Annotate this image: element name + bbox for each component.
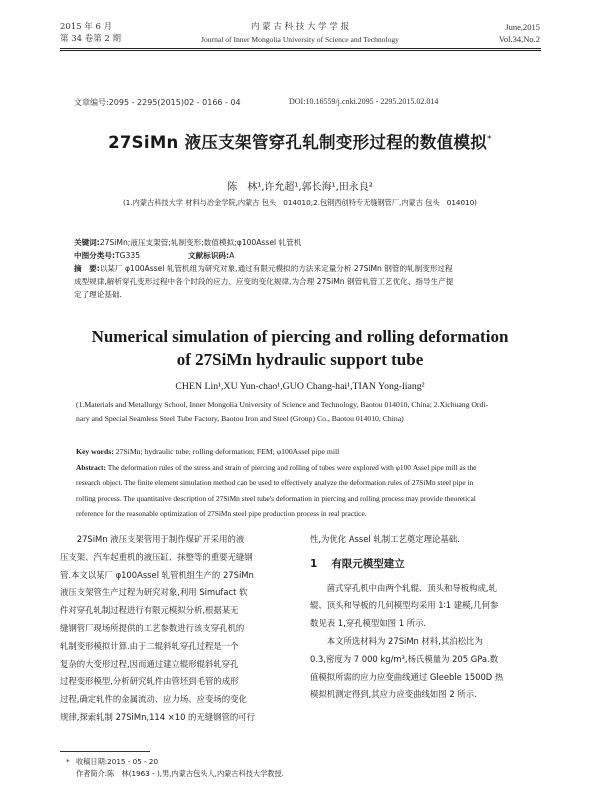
abstract-zh-line: 成型规律,解析穿孔变形过程中各个时段的应力、应变的变化规律,为合理 27SiMn 钢管轧管工艺优化、指导生产提 [74, 277, 454, 286]
footnote [66, 756, 536, 780]
affiliation-en [76, 398, 546, 426]
body-line: 复杂的大变形过程,因而通过建立辊形辊斜轧穿孔 [60, 658, 239, 669]
keywords-zh [74, 236, 540, 249]
abstract-en-line: reference for the reasonable optimization of 27SiMn steel pipe production process in real practice. [76, 508, 367, 518]
title-en-line: Numerical simulation of piercing and rolling deformation [91, 327, 509, 346]
body-line: 规律,探索轧制 27SiMn,114 ×10 的无缝钢管的可行 [60, 711, 256, 722]
classification-line [74, 249, 234, 262]
header-volume-zh: 第 34 卷第 2 期 [60, 34, 122, 44]
article-number: 文章编号:2095 - 2295(2015)02 - 0166 - 04 [74, 98, 241, 107]
affiliation-en-line: nary and Special Seamless Steel Tube Factory, Baotou Iron and Steel (Group) Co., Baotou 014010, China) [76, 414, 404, 423]
body-line: 模拟机测定得到,其应力应变曲线如图 2 所示. [310, 689, 477, 700]
section-title: 有限元模型建立 [331, 557, 405, 570]
clc-label: 中图分类号: [74, 251, 116, 260]
doc-code-value: A [229, 251, 235, 260]
footnote-received: * 收稿日期:2015 - 05 - 20 [66, 757, 159, 766]
clc-value: TG335 [115, 251, 141, 260]
body-line: 本文所选材料为 27SiMn 材料,其泊松比为 [310, 635, 483, 646]
footnote-marker-icon: * [66, 757, 70, 766]
abstract-zh [74, 262, 544, 301]
abstract-en-line: research object. The finite element simulation method can be used to effectively analyze the deformation rules of 27SiMn steel pipe in [76, 478, 474, 488]
title-en [60, 325, 540, 371]
abstract-zh-label: 摘 要: [74, 264, 100, 273]
title-en-line: of 27SiMn hydraulic support tube [176, 350, 424, 369]
footnote-author-bio: 作者简介:陈 林(1963 - ),男,内蒙古包头人,内蒙古科技大学教授. [76, 769, 284, 778]
body-line: 数见表 1,穿孔模型如图 1 所示. [310, 618, 427, 629]
body-line: 压支架、汽车起重机的液压缸、抹整等的重要无缝钢 [60, 551, 253, 562]
body-line: 性,为优化 Assel 轧制工艺奠定理论基础. [310, 534, 460, 544]
body-line: 轧制变形模拟计算.由于二辊斜轧穿孔过程是一个 [60, 640, 239, 651]
section-heading-1 [310, 556, 542, 574]
body-right-column [310, 531, 542, 704]
abstract-zh-line: 定了理论基础. [74, 290, 122, 299]
header-date-zh: 2015 年 6 月 [60, 22, 113, 32]
footnote-rule [60, 751, 150, 752]
header-journal-en: Journal of Inner Mongolia University of Science and Technology [201, 35, 399, 44]
body-line: 值模拟所需的应力应变曲线通过 Gleeble 1500D 热 [310, 671, 504, 682]
title-zh [40, 129, 560, 153]
doc-code-label: 文献标识码: [188, 251, 230, 260]
section-number: 1 [310, 557, 318, 570]
keywords-zh-text: 27SiMn;液压支架管;轧制变形;数值模拟;φ100Assel 轧管机 [99, 238, 302, 247]
title-footnote-mark: * [487, 134, 492, 145]
body-line: 0.3,密度为 7 000 kg/m³,杨氏模量为 205 GPa.数 [310, 653, 499, 664]
body-line: 辊、顶头和导板的几何模型均采用 1∶1 建模,几何参 [310, 600, 499, 611]
header-rule-2 [60, 50, 541, 51]
keywords-en-text: 27SiMn; hydraulic tube; rolling deformation; FEM; φ100Assel pipe mill [115, 447, 340, 456]
affiliation-en-line: (1.Materials and Metallurgy School, Inner Mongolia University of Science and Technology, Baotou 014010, China; 2.Xichuang Ordi- [76, 400, 489, 409]
body-line: 27SiMn 液压支架管用于制作煤矿开采用的液 [60, 534, 245, 544]
body-line: 管.本文以某厂 φ100Assel 轧管机组生产的 27SiMn [60, 569, 254, 580]
abstract-en-line: Abstract: The deformation rules of the stress and strain of piercing and rolling of tubes were explored with φ100 Assel pipe mill as the [76, 463, 477, 472]
body-line: 过程,确定轧件的金属流动、应力场、应变场的变化 [60, 694, 247, 705]
authors-en: CHEN Lin¹,XU Yun-chao¹,GUO Chang-hai¹,TIAN Yong-liang² [175, 381, 425, 392]
keywords-en-label: Key words: [76, 447, 114, 456]
abstract-en-line: rolling process. The quantitative description of 27SiMn steel tube's deformation in piercing and rolling process may provide theoretical [76, 493, 476, 503]
keywords-en [76, 445, 546, 459]
body-line: 件对穿孔轧制过程进行有限元模拟分析,根据某无 [60, 605, 239, 616]
body-left-column [60, 531, 292, 727]
header-rule [60, 48, 541, 49]
keywords-zh-label: 关键词: [74, 238, 100, 247]
affiliation-zh: (1.内蒙古科技大学 材料与冶金学院,内蒙古 包头 014010;2.包钢西创特专无缝钢管厂,内蒙古 包头 014010) [123, 198, 477, 207]
header-journal-zh: 内 蒙 古 科 技 大 学 学 报 [250, 22, 350, 32]
title-zh-text: 27SiMn 液压支架管穿孔轧制变形过程的数值模拟 [108, 133, 488, 152]
header-date-en: June,2015 [505, 22, 540, 32]
authors-zh: 陈 林¹,许允超¹,郭长海¹,田永良² [227, 182, 373, 193]
abstract-zh-line: 摘 要:以某厂 φ100Assel 轧管机组为研究对象,通过有限元模拟的方法来定量分析 27SiMn 钢管的轧制变形过程 [74, 264, 453, 273]
body-line: 过程变形模型,分析研究轧件由管坯到毛管的成形 [60, 676, 239, 687]
body-line: 液压支架管生产过程为研究对象,利用 Simufact 软 [60, 587, 248, 598]
body-line: 缝钢管厂现场所提供的工艺参数进行该支穿孔机的 [60, 622, 245, 633]
body-line: 菌式穿孔机中由两个轧辊、顶头和导板构成,轧 [310, 582, 497, 593]
abstract-en [76, 460, 546, 521]
doi: DOI:10.16559/j.cnki.2095 - 2295.2015.02.014 [289, 97, 439, 106]
header-volume-en: Vol.34,No.2 [498, 34, 540, 44]
abstract-en-label: Abstract: [76, 463, 106, 472]
